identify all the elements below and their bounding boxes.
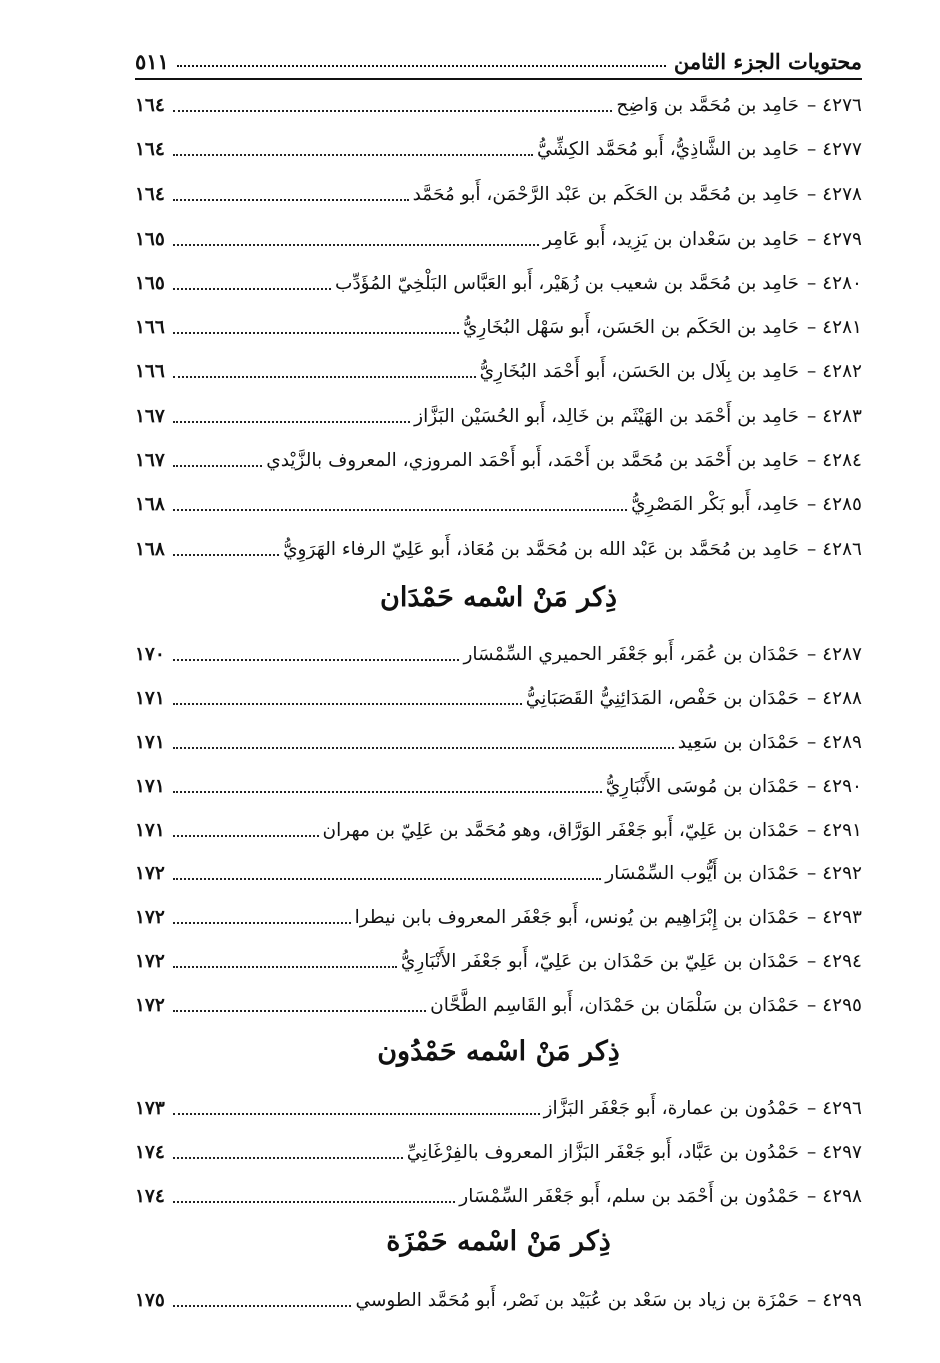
entry-page-number: ١٧٢ [135,906,165,928]
entry-title: حَمْدَان بن مُوسَى الأَنْبَارِيُّ [605,775,799,797]
dotted-leader [173,509,627,511]
entry-number: ٤٢٨٩ [822,731,862,753]
toc-entry [135,634,862,674]
entry-number: ٤٢٩١ [822,819,862,841]
entry-page-number: ١٦٥ [135,228,165,250]
entry-title: حَامِد بن مُحَمَّد بن عَبْد الله بن مُحَمَّد بن مُعَاذ، أَبو عَلِيّ الرفاء الهَرَوِيُّ [283,538,799,560]
dotted-leader [173,966,397,968]
header-leader-dots [177,65,666,67]
toc-entry [135,351,862,391]
entry-dash: – [807,775,817,797]
entry-dash: – [807,1097,817,1119]
entry-page-number: ١٦٥ [135,272,165,294]
toc-entry [135,529,862,569]
dotted-leader [173,791,602,793]
entry-title: حَمْدَان بن إِبْرَاهِيم بن يُونس، أَبو جَعْفَر المعروف بابن نيطرا [354,906,799,928]
toc-entry [135,1280,862,1320]
entry-number: ٤٢٨٧ [822,643,862,665]
dotted-leader [173,1305,352,1307]
entry-dash: – [807,950,817,972]
toc-entry [135,396,862,436]
dotted-leader [173,288,331,290]
toc-entry [135,853,862,893]
entry-dash: – [807,1141,817,1163]
entry-page-number: ١٧٢ [135,862,165,884]
entry-number: ٤٢٨٨ [822,687,862,709]
entry-title: حَمْدَان بن سَعِيد [677,731,799,753]
entry-title: حَمْزَة بن زياد بن سَعْد بن عُبَيْد بن نَصْر، أَبو مُحَمَّد الطوسي [355,1289,799,1311]
toc-entry [135,129,862,169]
entry-title: حَامِد، أَبو بَكْر المَصْرِيُّ [631,493,799,515]
entry-dash: – [807,272,817,294]
entry-number: ٤٢٧٧ [822,138,862,160]
dotted-leader [173,199,409,201]
entry-page-number: ١٦٧ [135,405,165,427]
dotted-leader [173,703,522,705]
entry-dash: – [807,687,817,709]
entry-page-number: ١٧٢ [135,994,165,1016]
entry-number: ٤٢٧٦ [822,94,862,116]
toc-entry [135,484,862,524]
entry-page-number: ١٧١ [135,819,165,841]
entry-dash: – [807,405,817,427]
toc-entry [135,1132,862,1172]
dotted-leader [173,376,476,378]
dotted-leader [173,110,613,112]
entry-dash: – [807,183,817,205]
page-header [135,36,862,80]
entry-number: ٤٢٩٣ [822,906,862,928]
toc-entry [135,897,862,937]
section-heading-hamdun: ذِكر مَنْ اسْمه حَمْدُون [377,1036,620,1067]
entry-title: حَمْدَان بن حَفْص، المَدَائِنِيُّ القَصَبَانِيُّ [525,687,799,709]
toc-entry [135,85,862,125]
entry-page-number: ١٦٨ [135,493,165,515]
dotted-leader [173,154,533,156]
entry-title: حَامِد بن مُحَمَّد بن الحَكَم بن عَبْد الرَّحْمَن، أَبو مُحَمَّد [412,183,799,205]
entry-number: ٤٢٨٣ [822,405,862,427]
dotted-leader [173,1113,540,1115]
section-heading-hamza: ذِكر مَنْ اسْمه حَمْزَة [386,1226,611,1257]
dotted-leader [173,878,601,880]
entry-title: حَمْدُون بن عَبَّاد، أَبو جَعْفَر البَزَّاز المعروف بالفِرْغَانِيِّ [406,1141,799,1163]
dotted-leader [173,465,262,467]
entry-page-number: ١٧٤ [135,1185,165,1207]
toc-entry [135,810,862,850]
dotted-leader [173,922,351,924]
entry-number: ٤٢٨٠ [822,272,862,294]
entry-page-number: ١٦٨ [135,538,165,560]
entry-dash: – [807,819,817,841]
entry-dash: – [807,994,817,1016]
toc-entry [135,678,862,718]
entry-page-number: ١٧١ [135,775,165,797]
entry-title: حَمْدَان بن عُمَر، أَبو جَعْفَر الحميري السِّمْسَار [463,643,799,665]
entry-dash: – [807,1185,817,1207]
entry-number: ٤٢٨٦ [822,538,862,560]
entry-number: ٤٢٨١ [822,316,862,338]
entry-dash: – [807,643,817,665]
entry-title: حَمْدُون بن عمارة، أَبو جَعْفَر البَزَّاز [543,1097,799,1119]
entry-page-number: ١٦٦ [135,316,165,338]
toc-entry [135,985,862,1025]
dotted-leader [173,747,674,749]
entry-dash: – [807,316,817,338]
entry-page-number: ١٧٢ [135,950,165,972]
entry-number: ٤٢٩٢ [822,862,862,884]
running-title: محتويات الجزء الثامن [673,49,862,74]
entry-number: ٤٢٧٩ [822,228,862,250]
entry-page-number: ١٦٤ [135,138,165,160]
entry-dash: – [807,1289,817,1311]
entry-title: حَامِد بن أَحْمَد بن الهَيْثَم بن خَالِد، أَبو الحُسَيْن البَزَّاز [414,405,799,427]
entry-page-number: ١٧٠ [135,643,165,665]
toc-entry [135,440,862,480]
entry-dash: – [807,360,817,382]
entry-title: حَامِد بن أَحْمَد بن مُحَمَّد بن أَحْمَد، أَبو أَحْمَد المروزي، المعروف بالزَّيْدي [266,449,799,471]
dotted-leader [173,244,539,246]
entry-page-number: ١٦٧ [135,449,165,471]
entry-dash: – [807,538,817,560]
dotted-leader [173,659,460,661]
toc-entry [135,219,862,259]
entry-title: حَامِد بن مُحَمَّد بن وَاضِح [616,94,799,116]
toc-entry [135,941,862,981]
entry-title: حَامِد بن سَعْدان بن يَزِيد، أَبو عَامِر [542,228,799,250]
dotted-leader [173,332,459,334]
entry-page-number: ١٧٣ [135,1097,165,1119]
entry-dash: – [807,94,817,116]
entry-page-number: ١٧٥ [135,1289,165,1311]
entry-title: حَمْدُون بن أَحْمَد بن سلم، أَبو جَعْفَر السِّمْسَار [459,1185,799,1207]
entry-dash: – [807,862,817,884]
entry-page-number: ١٦٤ [135,94,165,116]
dotted-leader [173,835,319,837]
entry-number: ٤٢٩٦ [822,1097,862,1119]
entry-title: حَمْدَان بن عَلِيّ بن حَمْدَان بن عَلِيّ، أَبو جَعْفَر الأَنْبَارِيُّ [400,950,799,972]
entry-number: ٤٢٨٤ [822,449,862,471]
entry-title: حَمْدَان بن أَيُّوب السِّمْسَار [605,862,799,884]
entry-number: ٤٢٩٠ [822,775,862,797]
entry-page-number: ١٧١ [135,731,165,753]
dotted-leader [173,421,410,423]
toc-entry [135,722,862,762]
entry-number: ٤٢٩٨ [822,1185,862,1207]
entry-title: حَامِد بن الحَكَم بن الحَسَن، أَبو سَهْل البُخَارِيُّ [462,316,799,338]
entry-page-number: ١٧١ [135,687,165,709]
entry-title: حَامِد بن بِلَال بن الحَسَن، أَبو أَحْمَد البُخَارِيُّ [479,360,799,382]
toc-entry [135,174,862,214]
entry-number: ٤٢٩٥ [822,994,862,1016]
toc-entry [135,1088,862,1128]
toc-entry [135,307,862,347]
entry-dash: – [807,731,817,753]
toc-entry [135,1176,862,1216]
toc-entry [135,263,862,303]
dotted-leader [173,1157,403,1159]
entry-dash: – [807,449,817,471]
entry-number: ٤٢٨٥ [822,493,862,515]
entry-number: ٤٢٩٧ [822,1141,862,1163]
entry-number: ٤٢٧٨ [822,183,862,205]
entry-dash: – [807,906,817,928]
dotted-leader [173,554,279,556]
entry-dash: – [807,228,817,250]
entry-page-number: ١٦٤ [135,183,165,205]
section-heading-hamdan: ذِكر مَنْ اسْمه حَمْدَان [379,582,617,613]
toc-entry [135,766,862,806]
entry-dash: – [807,493,817,515]
dotted-leader [173,1010,426,1012]
entry-number: ٤٢٩٤ [822,950,862,972]
entry-number: ٤٢٩٩ [822,1289,862,1311]
entry-number: ٤٢٨٢ [822,360,862,382]
dotted-leader [173,1201,455,1203]
page-number: ٥١١ [135,49,169,74]
entry-title: حَمْدَان بن عَلِيّ، أَبو جَعْفَر الوَرَّاق، وهو مُحَمَّد بن عَلِيّ بن مهران [322,819,799,841]
entry-dash: – [807,138,817,160]
entry-title: حَمْدَان بن سَلْمَان بن حَمْدَان، أَبو القَاسِم الطَّحَّان [430,994,799,1016]
entry-page-number: ١٧٤ [135,1141,165,1163]
entry-title: حَامِد بن الشَّاذِيُّ، أَبو مُحَمَّد الكِشِّيُّ [537,138,799,160]
entry-title: حَامِد بن مُحَمَّد بن شعيب بن زُهَيْر، أَبو العَبَّاس البَلْخِيّ المُؤَدِّب [335,272,799,294]
entry-page-number: ١٦٦ [135,360,165,382]
